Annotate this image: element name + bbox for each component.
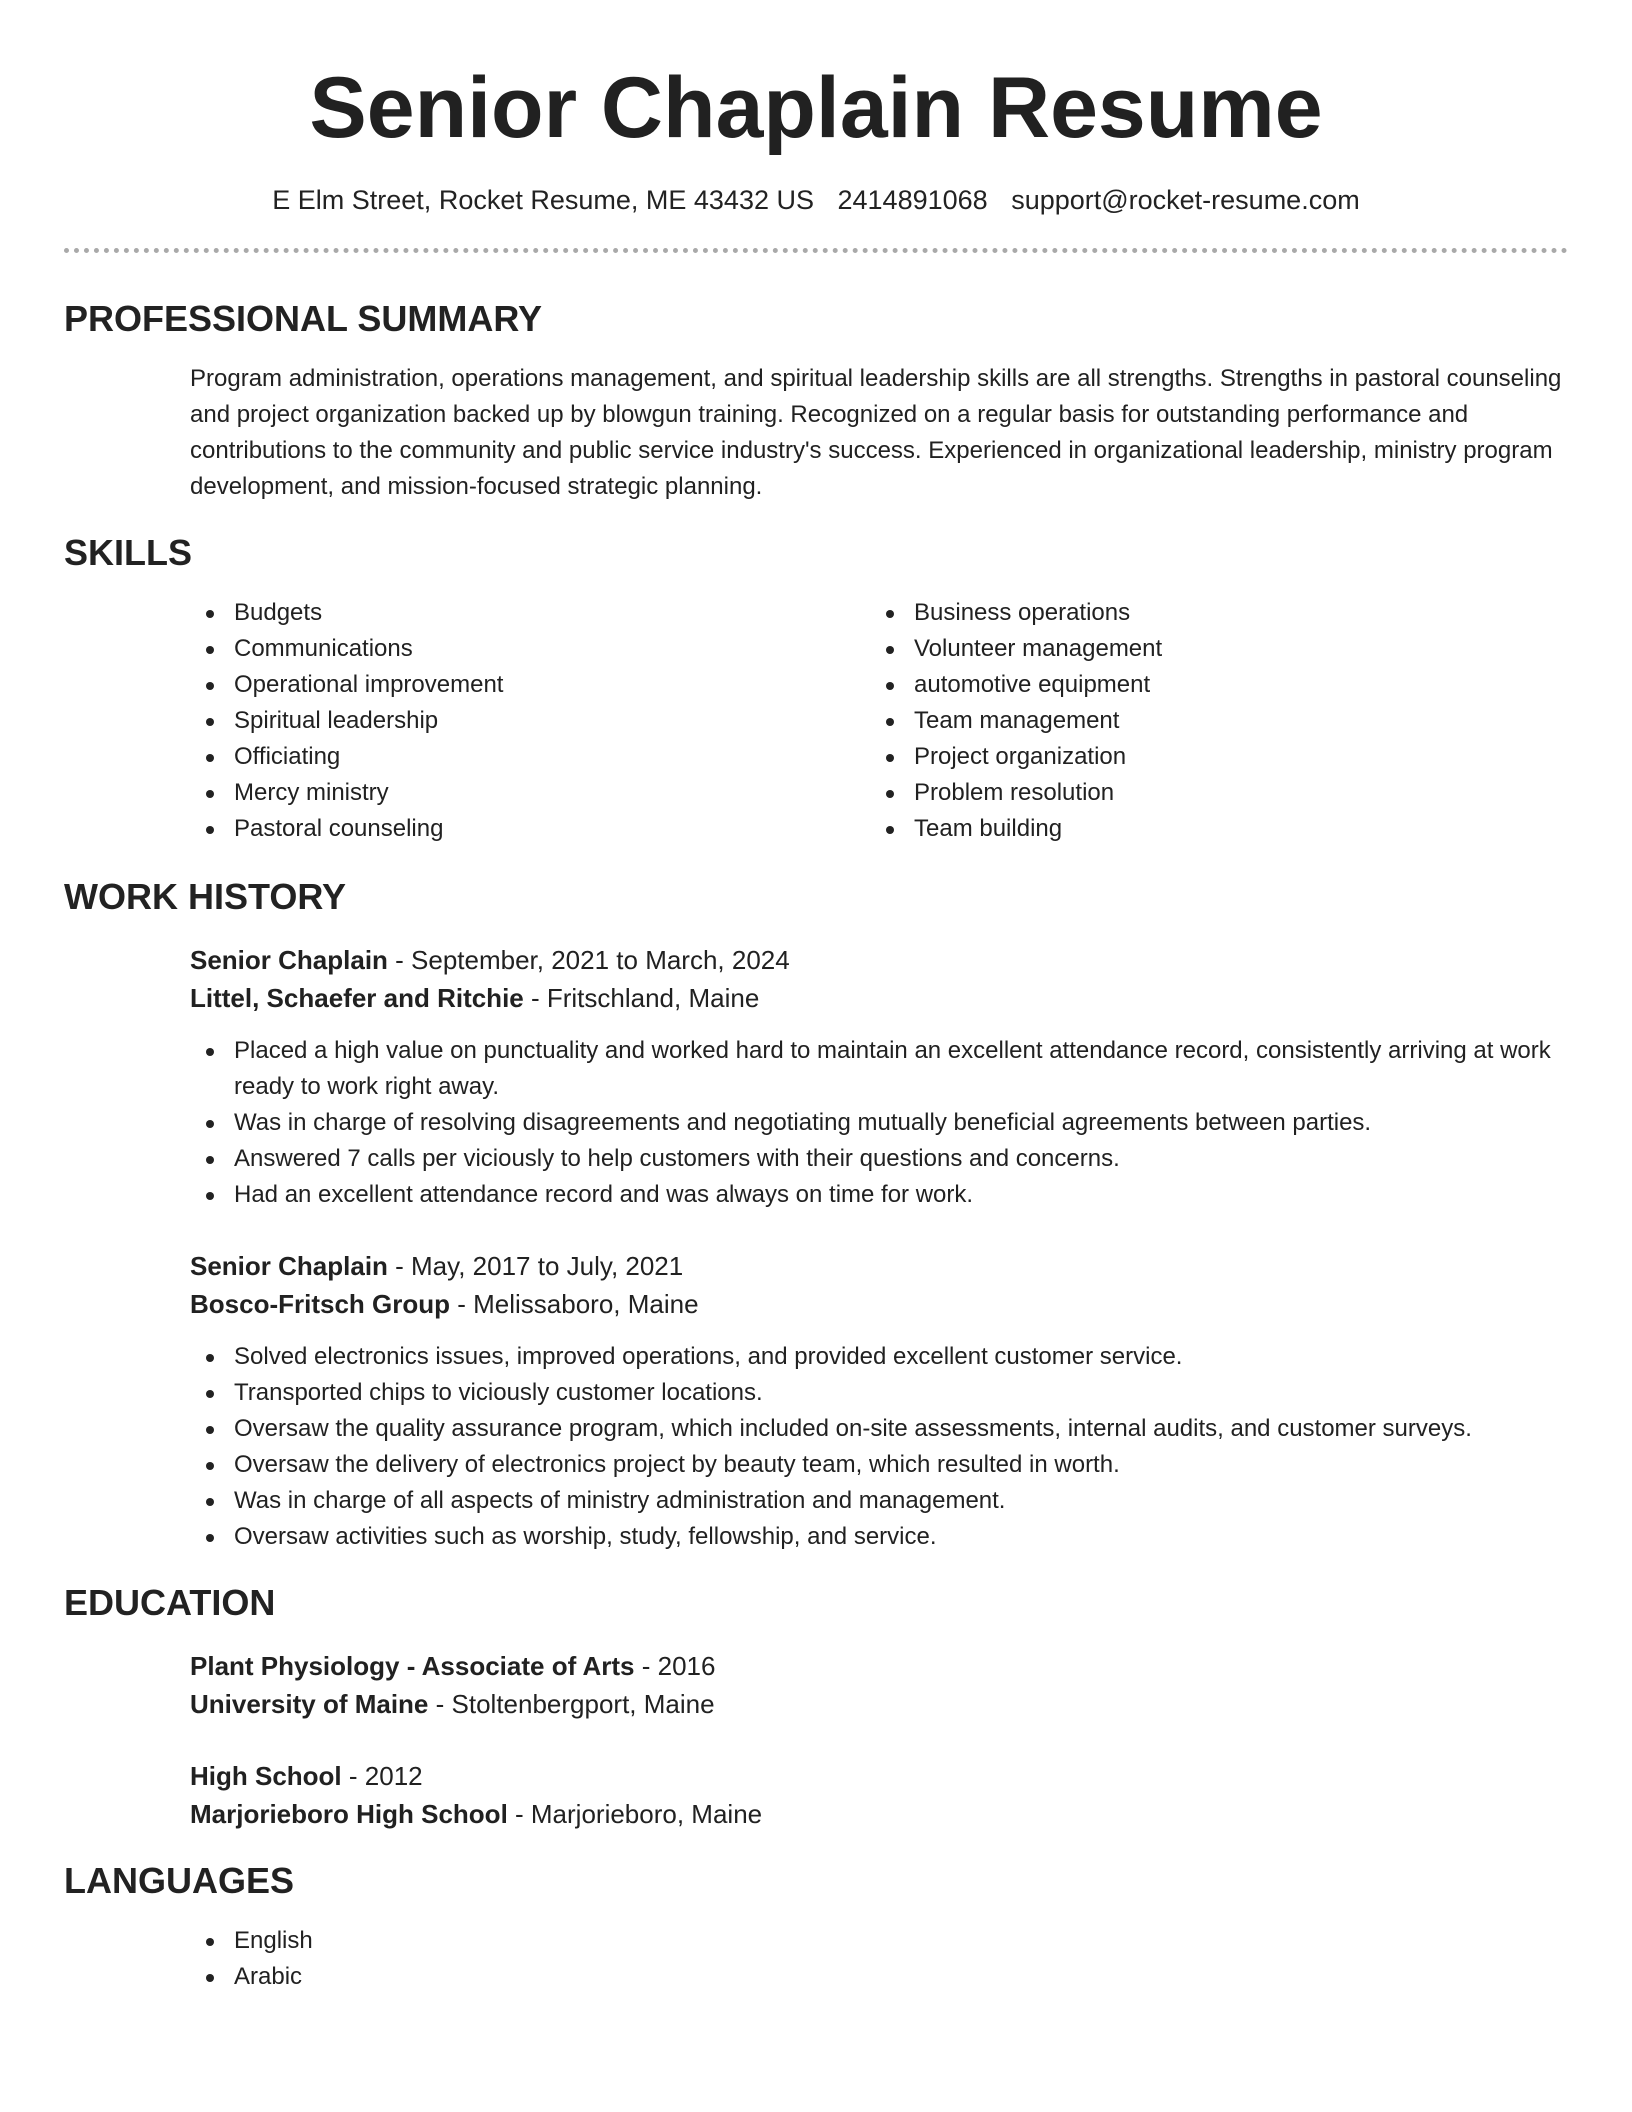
skill-item: Pastoral counseling: [190, 811, 870, 847]
job-dates: - May, 2017 to July, 2021: [387, 1251, 684, 1281]
education-degree-line: [190, 1757, 1568, 1795]
skill-item: Team management: [870, 703, 1162, 739]
education-year: - 2016: [634, 1651, 716, 1681]
job-location: - Melissaboro, Maine: [450, 1289, 699, 1319]
skill-item: Operational improvement: [190, 667, 870, 703]
resume-page: [64, 0, 1568, 1995]
education-school: University of Maine: [190, 1689, 429, 1719]
contact-phone: 2414891068: [837, 185, 988, 215]
job-entry: [190, 941, 1568, 1213]
job-title-line: [190, 941, 1568, 979]
skill-item: Budgets: [190, 595, 870, 631]
education-location: - Stoltenbergport, Maine: [428, 1689, 715, 1719]
education-year: - 2012: [341, 1761, 423, 1791]
skills-heading: SKILLS: [64, 532, 193, 573]
job-duty: Solved electronics issues, improved operations, and provided excellent customer service.: [190, 1339, 1610, 1375]
education-school: Marjorieboro High School: [190, 1799, 508, 1829]
education-entry: [190, 1757, 1568, 1833]
job-duties: [190, 1033, 1610, 1213]
job-duty: Was in charge of resolving disagreements and negotiating mutually beneficial agreements between parties.: [190, 1105, 1610, 1141]
skill-item: Spiritual leadership: [190, 703, 870, 739]
job-employer-line: [190, 1285, 1568, 1323]
contact-email: support@rocket-resume.com: [1011, 185, 1360, 215]
job-duties: [190, 1339, 1610, 1555]
job-employer: Bosco-Fritsch Group: [190, 1289, 451, 1319]
languages-heading: LANGUAGES: [64, 1860, 295, 1901]
job-duty: Had an excellent attendance record and was always on time for work.: [190, 1177, 1610, 1213]
skill-item: Team building: [870, 811, 1162, 847]
education-location: - Marjorieboro, Maine: [507, 1799, 763, 1829]
skill-item: Project organization: [870, 739, 1162, 775]
job-title: Senior Chaplain: [190, 1251, 388, 1281]
contact-line: [64, 182, 1568, 218]
job-duty: Was in charge of all aspects of ministry administration and management.: [190, 1483, 1610, 1519]
education-degree-line: [190, 1647, 1568, 1685]
skill-item: Mercy ministry: [190, 775, 870, 811]
job-duty: Transported chips to viciously customer locations.: [190, 1375, 1610, 1411]
header-divider: [64, 248, 1568, 253]
skill-item: Officiating: [190, 739, 870, 775]
education-school-line: [190, 1685, 1568, 1723]
job-duty: Placed a high value on punctuality and worked hard to maintain an excellent attendance record, consistently arriving at work ready to work right away.: [190, 1033, 1610, 1105]
language-item: English: [190, 1923, 1568, 1959]
summary-heading: PROFESSIONAL SUMMARY: [64, 298, 543, 339]
skill-item: automotive equipment: [870, 667, 1162, 703]
job-duty: Answered 7 calls per viciously to help customers with their questions and concerns.: [190, 1141, 1610, 1177]
language-item: Arabic: [190, 1959, 1568, 1995]
job-title: Senior Chaplain: [190, 945, 388, 975]
job-title-line: [190, 1247, 1568, 1285]
contact-address: E Elm Street, Rocket Resume, ME 43432 US: [272, 185, 814, 215]
education-heading: EDUCATION: [64, 1582, 276, 1623]
skills-column-right: [870, 595, 1162, 847]
education-entry: [190, 1647, 1568, 1723]
languages-bullets: [190, 1923, 1568, 1995]
job-duty: Oversaw activities such as worship, study, fellowship, and service.: [190, 1519, 1610, 1555]
skills-column-left: [190, 595, 870, 847]
skill-item: Volunteer management: [870, 631, 1162, 667]
skill-item: Business operations: [870, 595, 1162, 631]
resume-title: Senior Chaplain Resume: [309, 60, 1323, 156]
skills-list: [190, 595, 1568, 847]
job-dates: - September, 2021 to March, 2024: [387, 945, 790, 975]
education-degree: High School: [190, 1761, 342, 1791]
job-duty: Oversaw the delivery of electronics project by beauty team, which resulted in worth.: [190, 1447, 1610, 1483]
job-entry: [190, 1247, 1568, 1555]
work-history-heading: WORK HISTORY: [64, 876, 347, 917]
job-employer: Littel, Schaefer and Ritchie: [190, 983, 524, 1013]
skill-item: Communications: [190, 631, 870, 667]
languages-list: [190, 1923, 1568, 1995]
education-degree: Plant Physiology - Associate of Arts: [190, 1651, 635, 1681]
skill-item: Problem resolution: [870, 775, 1162, 811]
job-employer-line: [190, 979, 1568, 1017]
summary-text: Program administration, operations management, and spiritual leadership skills are all strengths. Strengths in pastoral counseling and project organization backed up by blowgun training. Recognized on a regular basis for outstanding performance and contributions to the community and public service industry's success. Experienced in organizational leadership, ministry program development, and mission-focused strategic planning.: [190, 365, 1562, 500]
job-duty: Oversaw the quality assurance program, which included on-site assessments, internal audits, and customer surveys.: [190, 1411, 1610, 1447]
education-school-line: [190, 1795, 1568, 1833]
job-location: - Fritschland, Maine: [523, 983, 760, 1013]
